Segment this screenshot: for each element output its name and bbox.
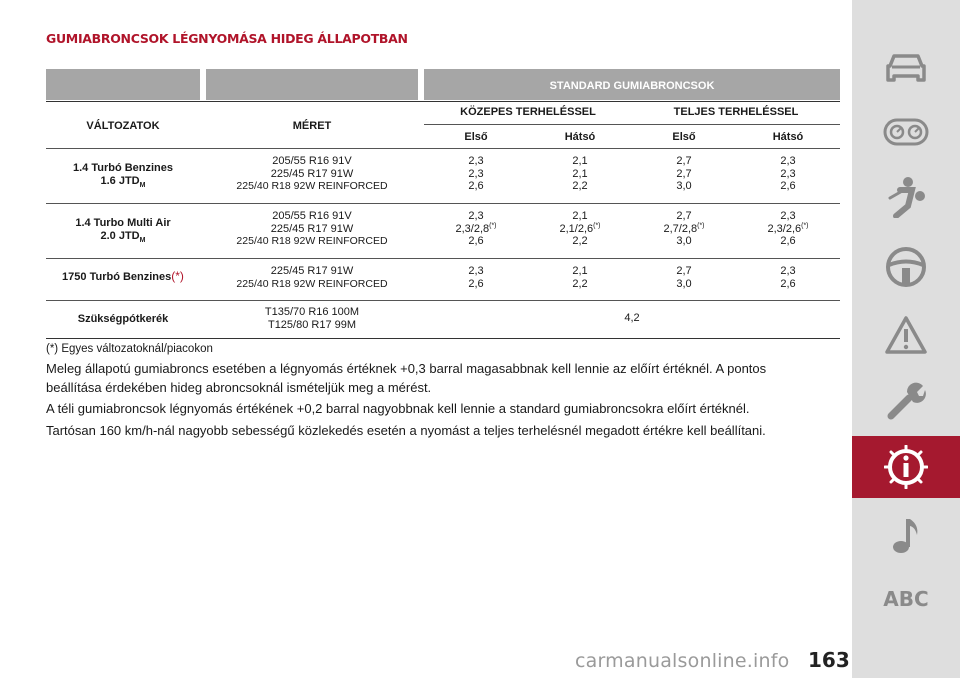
paragraph: Meleg állapotú gumiabroncs esetében a légnyomás értéknek +0,3 barral magasabbnak kell lennie az előírt értéknél. A pontos beállítása érdekében hideg abroncsoknál ismételjük meg a mérést. xyxy=(46,361,767,395)
table-header-bar xyxy=(46,69,200,100)
table-divider xyxy=(46,148,840,149)
dashboard-gauges-icon[interactable] xyxy=(852,101,960,163)
steering-wheel-icon[interactable] xyxy=(852,236,960,298)
column-header-full-load: TELJES TERHELÉSSEL xyxy=(673,106,799,118)
table-row-variant: Szükségpótkerék xyxy=(77,313,169,325)
page-number: 163 xyxy=(808,648,850,672)
table-row-sizes: 205/55 R16 91V 225/45 R17 91W 225/40 R18 92W REINFORCED xyxy=(236,210,388,247)
table-header-bar xyxy=(206,69,418,100)
music-note-icon[interactable] xyxy=(852,504,960,566)
watermark: carmanualsonline.info xyxy=(575,650,790,672)
table-cell-medium-front: 2,3 2,6 xyxy=(468,265,484,290)
table-cell-full-front: 2,7 3,0 xyxy=(676,265,692,290)
table-cell-medium-front: 2,3 2,3 2,6 xyxy=(468,155,484,192)
table-row-variant: 1750 Turbó Benzines(*) xyxy=(62,269,184,283)
subheader-rear: Hátsó xyxy=(772,131,804,143)
page-title: GUMIABRONCSOK LÉGNYOMÁSA HIDEG ÁLLAPOTBAN xyxy=(46,31,408,46)
table-cell-spare-value: 4,2 xyxy=(624,312,640,324)
warning-triangle-icon[interactable] xyxy=(852,304,960,366)
table-divider xyxy=(46,101,840,102)
table-cell-medium-rear: 2,1 2,1/2,6(*) 2,2 xyxy=(559,210,601,247)
column-header-medium-load: KÖZEPES TERHELÉSSEL xyxy=(460,106,596,118)
table-group-header: STANDARD GUMIABRONCSOK xyxy=(549,80,715,92)
table-cell-medium-rear: 2,1 2,2 xyxy=(572,265,588,290)
paragraph: Tartósan 160 km/h-nál nagyobb sebességű közlekedés esetén a nyomást a teljes terhelésnél megadott értékre kell beállítani. xyxy=(46,423,766,438)
table-divider xyxy=(46,258,840,259)
table-row-sizes: 225/45 R17 91W 225/40 R18 92W REINFORCED xyxy=(236,265,388,290)
chapter-sidebar xyxy=(852,0,960,678)
table-cell-full-front: 2,7 2,7 3,0 xyxy=(676,155,692,192)
column-header-size: MÉRET xyxy=(292,120,332,132)
car-icon[interactable] xyxy=(852,38,960,100)
table-cell-full-front: 2,7 2,7/2,8(*) 3,0 xyxy=(663,210,705,247)
table-cell-full-rear: 2,3 2,6 xyxy=(780,265,796,290)
table-cell-medium-rear: 2,1 2,1 2,2 xyxy=(572,155,588,192)
table-divider xyxy=(46,203,840,204)
paragraph: A téli gumiabroncsok légnyomás értékének +0,2 barral nagyobbnak kell lennie a standard gumiabroncsokra előírt értéknél. xyxy=(46,401,750,416)
table-row-variant: 1.4 Turbó Benzines 1.6 $JTD_M$ xyxy=(72,162,174,189)
seatbelt-safety-icon[interactable] xyxy=(852,166,960,228)
table-divider xyxy=(424,124,840,125)
table-divider xyxy=(46,338,840,339)
abc-label: ABC xyxy=(883,587,929,611)
subheader-front: Első xyxy=(672,131,696,143)
table-cell-full-rear: 2,3 2,3/2,6(*) 2,6 xyxy=(767,210,809,247)
wrench-icon[interactable] xyxy=(852,370,960,432)
table-divider xyxy=(46,300,840,301)
abc-index-icon[interactable] xyxy=(852,568,960,630)
table-cell-full-rear: 2,3 2,3 2,6 xyxy=(780,155,796,192)
subheader-rear: Hátsó xyxy=(564,131,596,143)
footnote: (*) Egyes változatoknál/piacokon xyxy=(46,343,213,355)
table-cell-medium-front: 2,3 2,3/2,8(*) 2,6 xyxy=(455,210,497,247)
table-row-sizes: T135/70 R16 100M T125/80 R17 99M xyxy=(264,306,360,331)
table-row-sizes: 205/55 R16 91V 225/45 R17 91W 225/40 R18 92W REINFORCED xyxy=(236,155,388,192)
column-header-variants: VÁLTOZATOK xyxy=(86,120,160,132)
info-icon[interactable] xyxy=(852,436,960,498)
table-row-variant: 1.4 Turbo Multi Air 2.0 $JTD_M$ xyxy=(75,217,171,244)
subheader-front: Első xyxy=(464,131,488,143)
